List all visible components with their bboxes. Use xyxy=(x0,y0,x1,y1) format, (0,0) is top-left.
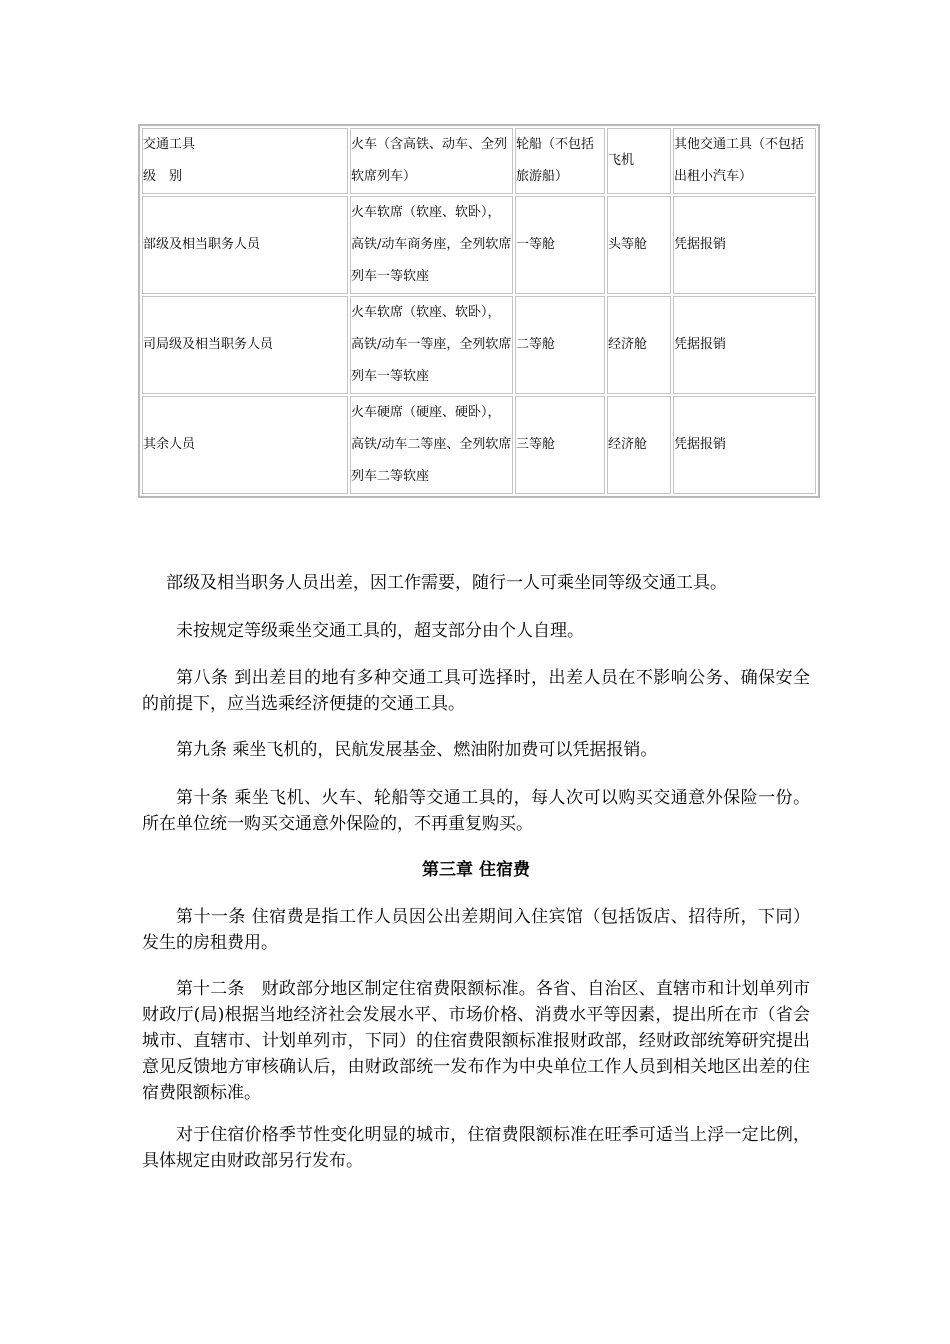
header-plane: 飞机 xyxy=(607,128,671,194)
cell-other: 凭据报销 xyxy=(673,396,816,494)
paragraph-p6-block xyxy=(142,904,810,956)
cell-train: 火车软席（软座、软卧），高铁/动车一等座，全列软席列车一等软座 xyxy=(350,296,513,394)
cell-other: 凭据报销 xyxy=(673,196,816,294)
cell-ship: 二等舱 xyxy=(515,296,605,394)
paragraph-article-9: 第九条 乘坐飞机的，民航发展基金、燃油附加费可以凭据报销。 xyxy=(176,740,658,760)
paragraph-overspend: 未按规定等级乘坐交通工具的，超支部分由个人自理。 xyxy=(176,621,584,641)
cell-plane: 经济舱 xyxy=(607,396,671,494)
chapter-title: 第三章 住宿费 xyxy=(422,860,530,880)
table-row xyxy=(142,196,816,294)
header-transport-label: 交通工具 xyxy=(143,137,196,152)
paragraph-article-10: 第十条 乘坐飞机、火车、轮船等交通工具的，每人次可以购买交通意外保险一份。所在单位统一购买交通意外保险的，不再重复购买。 xyxy=(142,788,810,834)
paragraph-article-8: 第八条 到出差目的地有多种交通工具可选择时，出差人员在不影响公务、确保安全的前提下，应当选乘经济便捷的交通工具。 xyxy=(142,668,810,714)
transport-standards-table xyxy=(138,124,820,498)
table-header-row xyxy=(142,128,816,194)
paragraph-p1-block xyxy=(142,570,810,596)
paragraph-p3-block xyxy=(142,665,810,717)
paragraph-seasonal: 对于住宿价格季节性变化明显的城市，住宿费限额标准在旺季可适当上浮一定比例，具体规定由财政部另行发布。 xyxy=(142,1125,810,1171)
paragraph-p5-block xyxy=(142,785,810,837)
paragraph-p7-block xyxy=(142,976,810,1106)
chapter-title-block xyxy=(142,857,810,883)
cell-ship: 一等舱 xyxy=(515,196,605,294)
cell-plane: 经济舱 xyxy=(607,296,671,394)
cell-train: 火车硬席（硬座、硬卧），高铁/动车二等座、全列软席列车二等软座 xyxy=(350,396,513,494)
paragraph-accompany: 部级及相当职务人员出差，因工作需要，随行一人可乘坐同等级交通工具。 xyxy=(166,573,727,593)
header-ship: 轮船（不包括旅游船） xyxy=(515,128,605,194)
paragraph-p8-block xyxy=(142,1122,810,1174)
transport-standards-table-wrapper xyxy=(138,124,820,498)
table-row xyxy=(142,396,816,494)
header-cell-level xyxy=(142,128,348,194)
header-level-label: 级 别 xyxy=(143,169,183,184)
cell-other: 凭据报销 xyxy=(673,296,816,394)
cell-plane: 头等舱 xyxy=(607,196,671,294)
cell-ship: 三等舱 xyxy=(515,396,605,494)
cell-train: 火车软席（软座、软卧），高铁/动车商务座，全列软席列车一等软座 xyxy=(350,196,513,294)
header-train: 火车（含高铁、动车、全列软席列车） xyxy=(350,128,513,194)
paragraph-article-12: 第十二条 财政部分地区制定住宿费限额标准。各省、自治区、直辖市和计划单列市财政厅(局)根据当地经济社会发展水平、市场价格、消费水平等因素，提出所在市（省会城市、直辖市、计划单列市，下同）的住宿费限额标准报财政部，经财政部统筹研究提出意见反馈地方审核确认后，由财政部统一发布作为中央单位工作人员到相关地区出差的住宿费限额标准。 xyxy=(142,979,810,1103)
paragraph-p4-block xyxy=(142,737,810,763)
cell-level: 其余人员 xyxy=(142,396,348,494)
header-other: 其他交通工具（不包括出租小汽车） xyxy=(673,128,816,194)
cell-level: 司局级及相当职务人员 xyxy=(142,296,348,394)
paragraph-p2-block xyxy=(142,618,810,644)
cell-level: 部级及相当职务人员 xyxy=(142,196,348,294)
table-row xyxy=(142,296,816,394)
paragraph-article-11: 第十一条 住宿费是指工作人员因公出差期间入住宾馆（包括饭店、招待所，下同）发生的房租费用。 xyxy=(142,907,810,953)
